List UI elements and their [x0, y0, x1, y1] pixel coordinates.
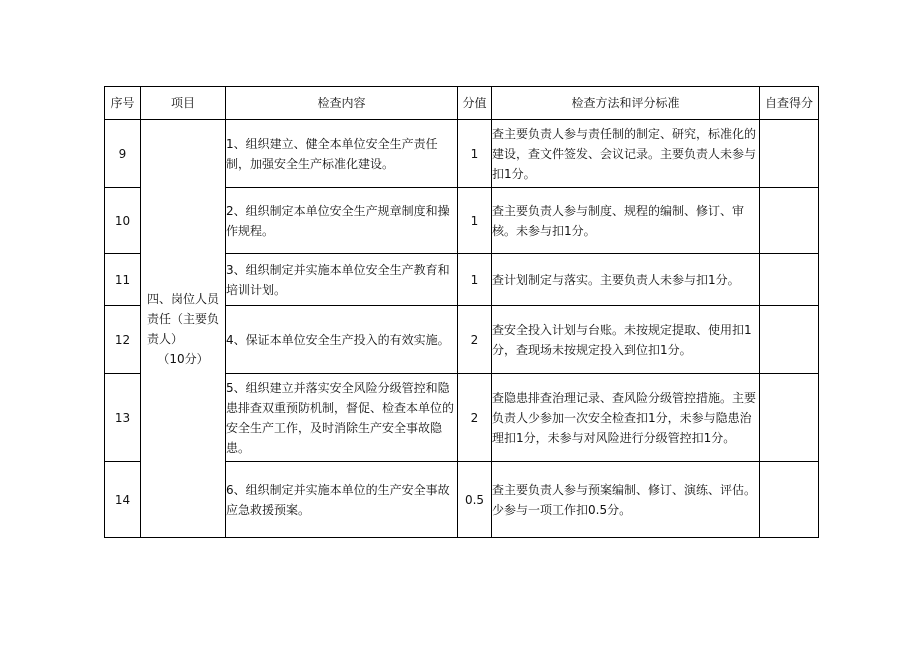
header-content: 检查内容: [226, 87, 458, 120]
item-label-line: 四、岗位人员: [146, 291, 219, 306]
row-self-score[interactable]: [760, 462, 819, 538]
row-self-score[interactable]: [760, 374, 819, 462]
header-item: 项目: [141, 87, 226, 120]
row-method: 查计划制定与落实。主要负责人未参与扣1分。: [492, 254, 760, 306]
row-content: 6、组织制定并实施本单位的生产安全事故应急救援预案。: [226, 462, 458, 538]
row-score: 1: [458, 120, 492, 188]
header-score: 分值: [458, 87, 492, 120]
row-score: 2: [458, 306, 492, 374]
row-content: 3、组织制定并实施本单位安全生产教育和培训计划。: [226, 254, 458, 306]
row-seq: 14: [105, 462, 141, 538]
item-label-line: 责任（主要负: [146, 311, 219, 326]
row-self-score[interactable]: [760, 306, 819, 374]
row-seq: 12: [105, 306, 141, 374]
row-seq: 9: [105, 120, 141, 188]
row-score: 1: [458, 254, 492, 306]
row-seq: 10: [105, 188, 141, 254]
row-content: 4、保证本单位安全生产投入的有效实施。: [226, 306, 458, 374]
table-row: [105, 120, 819, 188]
row-self-score[interactable]: [760, 254, 819, 306]
header-seq: 序号: [105, 87, 141, 120]
row-seq: 13: [105, 374, 141, 462]
item-label-score: （10分）: [157, 351, 209, 366]
item-label-line: 责人）: [146, 331, 183, 346]
row-score: 0.5: [458, 462, 492, 538]
row-self-score[interactable]: [760, 120, 819, 188]
row-self-score[interactable]: [760, 188, 819, 254]
header-method: 检查方法和评分标准: [492, 87, 760, 120]
inspection-table: [104, 86, 819, 538]
item-category-label: [147, 289, 219, 369]
row-score: 2: [458, 374, 492, 462]
item-category-cell: [141, 120, 226, 538]
row-seq: 11: [105, 254, 141, 306]
header-self-score: 自查得分: [760, 87, 819, 120]
row-method: 查主要负责人参与制度、规程的编制、修订、审核。未参与扣1分。: [492, 188, 760, 254]
row-content: 5、组织建立并落实安全风险分级管控和隐患排查双重预防机制，督促、检查本单位的安全生产工作，及时消除生产安全事故隐患。: [226, 374, 458, 462]
row-method: 查主要负责人参与预案编制、修订、演练、评估。少参与一项工作扣0.5分。: [492, 462, 760, 538]
header-row: [105, 87, 819, 120]
row-method: 查隐患排查治理记录、查风险分级管控措施。主要负责人少参加一次安全检查扣1分，未参与隐患治理扣1分，未参与对风险进行分级管控扣1分。: [492, 374, 760, 462]
row-score: 1: [458, 188, 492, 254]
row-content: 2、组织制定本单位安全生产规章制度和操作规程。: [226, 188, 458, 254]
row-method: 查安全投入计划与台账。未按规定提取、使用扣1分，查现场未按规定投入到位扣1分。: [492, 306, 760, 374]
row-content: 1、组织建立、健全本单位安全生产责任制，加强安全生产标准化建设。: [226, 120, 458, 188]
row-method: 查主要负责人参与责任制的制定、研究，标准化的建设，查文件签发、会议记录。主要负责人未参与扣1分。: [492, 120, 760, 188]
